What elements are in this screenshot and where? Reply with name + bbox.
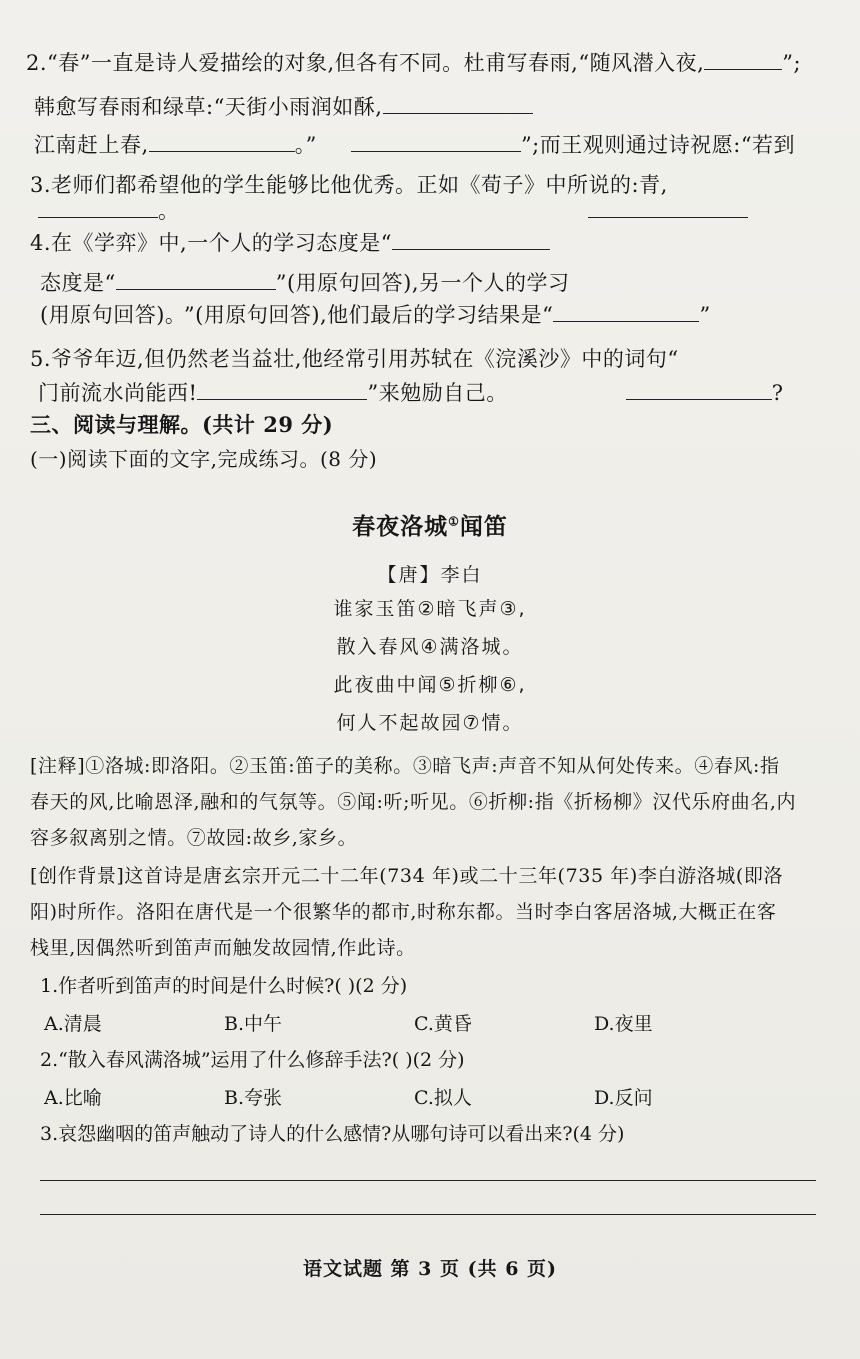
- q3-period: 。: [158, 199, 180, 223]
- poem-line-2: 散入春风④满洛城。: [336, 636, 524, 658]
- answer-line-1[interactable]: [40, 1180, 816, 1181]
- q2-close-quote: ”;: [782, 51, 802, 75]
- q4-line-3: (用原句回答)。 ”(用原句回答),他们最后的学习结果是“ ”: [40, 303, 711, 327]
- q4-result-text: ”(用原句回答),他们最后的学习结果是“: [183, 303, 554, 327]
- q4-attitude-text: 态度是“: [40, 271, 116, 295]
- q3-text: 3.老师们都希望他的学生能够比他优秀。正如《荀子》中所说的:青,: [30, 173, 668, 197]
- q3-blank-1[interactable]: [38, 199, 158, 218]
- q2-han-yu-text: 韩愈写春雨和绿草:“天街小雨润如酥,: [34, 95, 383, 119]
- poem-author: 【唐】李白: [377, 564, 483, 586]
- q4-blank-3[interactable]: [553, 303, 699, 322]
- q4-text: 4.在《学弈》中,一个人的学习态度是“: [30, 231, 392, 255]
- q5-line-2: [38, 378, 783, 408]
- q2-line-3: [34, 130, 795, 160]
- q2-text: 2.“春”一直是诗人爱描绘的对象,但各有不同。杜甫写春雨,“随风潜入夜,: [26, 51, 705, 75]
- background-line-3: 栈里,因偶然听到笛声而触发故园情,作此诗。: [30, 937, 416, 959]
- q5-blank-1[interactable]: [197, 381, 367, 400]
- q5-text: 5.爷爷年迈,但仍然老当益壮,他经常引用苏轼在《浣溪沙》中的词句“: [30, 347, 679, 371]
- poem-line-4: 何人不起故园⑦情。: [336, 712, 524, 734]
- question-3-stem: 3.哀怨幽咽的笛声触动了诗人的什么感情?从哪句诗可以看出来?(4 分): [40, 1123, 625, 1145]
- question-1-option-b[interactable]: B.中午: [224, 1013, 283, 1035]
- q2-blank-4[interactable]: [351, 133, 521, 152]
- q4-answer-hint: (用原句回答)。: [40, 303, 176, 327]
- q2-line-2: [34, 92, 533, 122]
- question-1-option-d[interactable]: D.夜里: [594, 1013, 653, 1035]
- q2-jiangnan-text: 江南赶上春,: [34, 133, 149, 157]
- q2-blank-3[interactable]: [149, 133, 295, 152]
- answer-line-2[interactable]: [40, 1214, 816, 1215]
- question-2-option-b[interactable]: B.夸张: [224, 1087, 283, 1109]
- q5-poem-line: 门前流水尚能西!: [38, 381, 198, 405]
- q3-line-2: [38, 196, 748, 226]
- q2-blank-2[interactable]: [383, 95, 533, 114]
- q5-question-mark: ?: [771, 381, 784, 405]
- page-footer: 语文试题 第 3 页 (共 6 页): [302, 1258, 558, 1280]
- q5-blank-2[interactable]: [626, 381, 772, 400]
- q4-blank-2[interactable]: [116, 271, 276, 290]
- q2-line-1: [26, 48, 801, 78]
- question-1-option-a[interactable]: A.清晨: [44, 1013, 102, 1035]
- q5-encourage-text: ”来勉励自己。: [367, 381, 508, 405]
- q5-line-1: [30, 344, 679, 374]
- poem-line-1: 谁家玉笛②暗飞声③,: [333, 598, 527, 620]
- question-1-option-c[interactable]: C.黄昏: [414, 1013, 472, 1035]
- q4-blank-1[interactable]: [392, 231, 550, 250]
- section-three-sub-heading: (一)阅读下面的文字,完成练习。(8 分): [30, 447, 378, 471]
- q4-line-2: [40, 268, 570, 298]
- notes-line-2: 春天的风,比喻恩泽,融和的气氛等。⑤闻:听;听见。⑥折柳:指《折杨柳》汉代乐府曲名,内: [30, 791, 797, 813]
- q4-line-1: [30, 228, 550, 258]
- question-2-option-d[interactable]: D.反问: [594, 1087, 653, 1109]
- question-1-stem: 1.作者听到笛声的时间是什么时候?( )(2 分): [40, 975, 408, 997]
- q4-another-text: ”(用原句回答),另一个人的学习: [275, 271, 570, 295]
- question-2-option-a[interactable]: A.比喻: [44, 1087, 102, 1109]
- background-line-1: [创作背景]这首诗是唐玄宗开元二十二年(734 年)或二十三年(735 年)李白游洛城(即洛: [30, 865, 784, 887]
- notes-line-3: 容多叙离别之情。⑦故园:故乡,家乡。: [30, 827, 358, 849]
- poem-title: 春夜洛城①闻笛: [352, 513, 508, 540]
- question-2-stem: 2.“散入春风满洛城”运用了什么修辞手法?( )(2 分): [40, 1049, 465, 1071]
- section-three-heading: 三、阅读与理解。(共计 29 分): [30, 412, 334, 437]
- notes-line-1: [注释]①洛城:即洛阳。②玉笛:笛子的美称。③暗飞声:声音不知从何处传来。④春风:指: [30, 755, 780, 777]
- poem-line-3: 此夜曲中闻⑤折柳⑥,: [333, 674, 527, 696]
- q2-wang-guan-text: ”;而王观则通过诗祝愿:“若到: [520, 133, 796, 157]
- background-line-2: 阳)时所作。洛阳在唐代是一个很繁华的都市,时称东都。当时李白客居洛城,大概正在客: [30, 901, 777, 923]
- question-2-option-c[interactable]: C.拟人: [414, 1087, 472, 1109]
- q2-blank-1[interactable]: [704, 51, 782, 70]
- q2-period: 。”: [294, 133, 317, 157]
- q3-blank-2[interactable]: [588, 199, 748, 218]
